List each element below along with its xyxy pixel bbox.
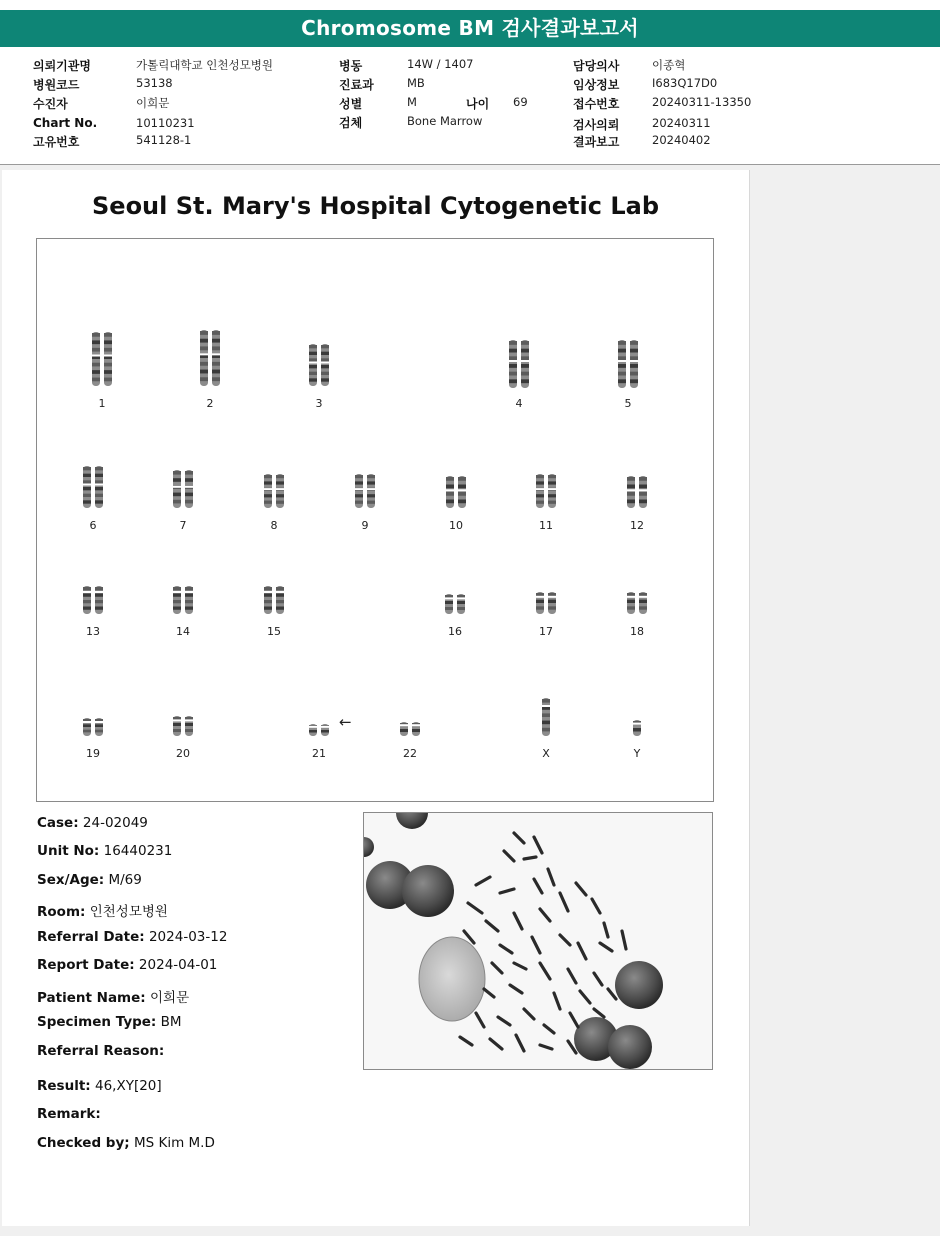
chromosome-label-3: 3: [315, 397, 323, 410]
ward-value: 14W / 1407: [407, 57, 474, 71]
chromosome-7: [166, 469, 200, 509]
chromosome-label-12: 12: [630, 519, 644, 532]
chromosome-15: [257, 585, 291, 615]
remark-row: [37, 1106, 101, 1122]
result-label: Result:: [37, 1078, 91, 1094]
report-title: Chromosome BM 검사결과보고서: [301, 16, 639, 40]
patient-name-row: [37, 986, 189, 1006]
chromosome-20: [166, 715, 200, 737]
chromosome-label-X: X: [542, 747, 550, 760]
institution-value: 가톨릭대학교 인천성모병원: [136, 58, 273, 72]
report-date-value: 2024-04-01: [138, 957, 218, 973]
sexage-label: Sex/Age:: [37, 872, 105, 888]
chromosome-1: [85, 331, 119, 387]
unique-no-label: 고유번호: [33, 135, 80, 149]
chromosome-label-6: 6: [89, 519, 97, 532]
chromosome-label-11: 11: [539, 519, 553, 532]
report-date-row: [37, 957, 217, 973]
chromosome-label-18: 18: [630, 625, 644, 638]
chromosome-label-4: 4: [515, 397, 523, 410]
chromosome-11: [529, 473, 563, 509]
clinical-info-value: I683Q17D0: [652, 76, 718, 90]
referral-reason-row: [37, 1043, 164, 1059]
request-date-value: 20240311: [652, 116, 711, 130]
patient-label: 수진자: [33, 97, 68, 111]
metaphase-chromosome: [524, 857, 536, 859]
chromosome-label-16: 16: [448, 625, 462, 638]
chromosome-label-5: 5: [624, 397, 632, 410]
chromosome-13: [76, 585, 110, 615]
remark-label: Remark:: [37, 1106, 101, 1122]
chromosome-5: [611, 339, 645, 389]
chromosome-21: [302, 723, 336, 737]
result-date-label: 결과보고: [573, 135, 620, 149]
sexage-row: [37, 872, 142, 888]
referral-date-value: 2024-03-12: [148, 929, 228, 945]
chromosome-8: [257, 473, 291, 509]
unit-row: [37, 843, 172, 859]
chromosome-label-20: 20: [176, 747, 190, 760]
result-value: 46,XY[20]: [94, 1078, 162, 1094]
receipt-no-value: 20240311-13350: [652, 95, 752, 109]
chromosome-17: [529, 591, 563, 615]
chart-no-value: 10110231: [136, 116, 195, 130]
chromosome-label-9: 9: [361, 519, 369, 532]
chromosome-label-1: 1: [98, 397, 106, 410]
report-date-label: Report Date:: [37, 957, 135, 973]
unique-no-value: 541128-1: [136, 133, 192, 147]
chromosome-label-10: 10: [449, 519, 463, 532]
chromosome-label-7: 7: [179, 519, 187, 532]
result-date-value: 20240402: [652, 133, 711, 147]
patient-name-label: Patient Name:: [37, 990, 146, 1006]
referral-date-label: Referral Date:: [37, 929, 145, 945]
chromosome-2: [193, 329, 227, 387]
sex-value: M: [407, 95, 417, 109]
chromosome-14: [166, 585, 200, 615]
chromosome-10: [439, 475, 473, 509]
chromosome-label-17: 17: [539, 625, 553, 638]
chromosome-18: [620, 591, 654, 615]
chromosome-22: [393, 721, 427, 737]
chromosome-label-19: 19: [86, 747, 100, 760]
department-label: 진료과: [339, 78, 374, 92]
chromosome-label-8: 8: [270, 519, 278, 532]
specimen-type-label: Specimen Type:: [37, 1014, 157, 1030]
referral-reason-label: Referral Reason:: [37, 1043, 165, 1059]
result-row: [37, 1078, 162, 1094]
institution-label: 의뢰기관명: [33, 59, 91, 73]
hospital-code-label: 병원코드: [33, 78, 80, 92]
report-title-bar: [0, 10, 940, 47]
metaphase-image: [363, 812, 713, 1070]
receipt-no-label: 접수번호: [573, 97, 620, 111]
specimen-label: 검체: [339, 116, 363, 130]
chromosome-12: [620, 475, 654, 509]
checked-by-label: Checked by;: [37, 1135, 130, 1151]
request-date-label: 검사의뢰: [573, 118, 620, 132]
sex-label: 성별: [339, 97, 363, 111]
room-value: 인천성모병원: [89, 904, 168, 920]
lab-title: Seoul St. Mary's Hospital Cytogenetic Lab: [92, 192, 659, 220]
specimen-row: [37, 1014, 182, 1030]
chromosome-6: [76, 465, 110, 509]
karyogram-panel: [36, 238, 714, 802]
department-value: MB: [407, 76, 425, 90]
patient-info-header: [0, 55, 940, 155]
case-row: [37, 815, 148, 831]
age-label: 나이: [466, 97, 490, 111]
chromosome-9: [348, 473, 382, 509]
clinical-info-label: 임상정보: [573, 78, 620, 92]
physician-value: 이종혁: [652, 58, 686, 72]
physician-label: 담당의사: [573, 59, 620, 73]
hospital-code-value: 53138: [136, 76, 173, 90]
chromosome-label-Y: Y: [633, 747, 641, 760]
case-label: Case:: [37, 815, 79, 831]
chromosome-19: [76, 717, 110, 737]
chromosome-Y: [620, 719, 654, 737]
chromosome-label-2: 2: [206, 397, 214, 410]
report-page: [2, 170, 749, 1226]
chromosome-3: [302, 343, 336, 387]
room-label: Room:: [37, 904, 86, 920]
checked-by-value: MS Kim M.D: [133, 1135, 215, 1151]
chromosome-label-13: 13: [86, 625, 100, 638]
chromosome-label-14: 14: [176, 625, 190, 638]
sexage-value: M/69: [108, 872, 142, 888]
chromosome-16: [438, 593, 472, 615]
chart-no-label: Chart No.: [33, 116, 98, 130]
checked-row: [37, 1135, 215, 1151]
patient-name-value: 이희문: [149, 990, 190, 1006]
age-value: 69: [513, 95, 528, 109]
patient-value: 이희문: [136, 96, 170, 110]
case-value: 24-02049: [82, 815, 148, 831]
chromosome-label-15: 15: [267, 625, 281, 638]
chromosome-label-21: 21: [312, 747, 326, 760]
ward-label: 병동: [339, 59, 363, 73]
specimen-type-value: BM: [160, 1014, 182, 1030]
chromosome-4: [502, 339, 536, 389]
unit-label: Unit No:: [37, 843, 100, 859]
unit-value: 16440231: [103, 843, 173, 859]
referral-date-row: [37, 929, 227, 945]
chromosome-X: [529, 697, 563, 737]
abnormality-arrow-icon: ←: [339, 713, 352, 731]
room-row: [37, 900, 168, 920]
chromosome-label-22: 22: [403, 747, 417, 760]
metaphase-photo: [364, 813, 712, 1069]
specimen-value: Bone Marrow: [407, 114, 483, 128]
